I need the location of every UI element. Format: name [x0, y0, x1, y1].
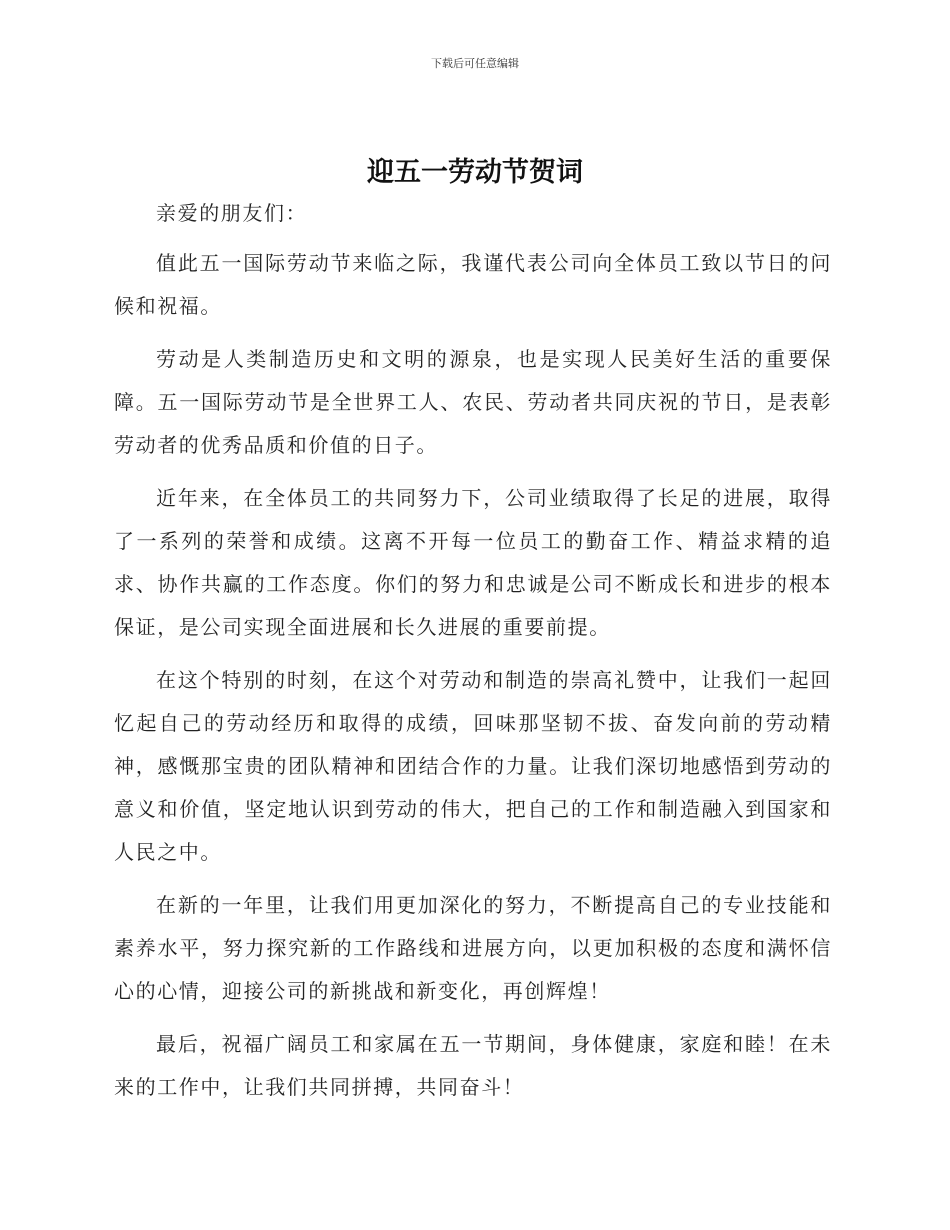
paragraph-new-year: 在新的一年里，让我们用更加深化的努力，不断提高自己的专业技能和素养水平，努力探究新的工作路线和进展方向，以更加积极的态度和满怀信心的心情，迎接公司的新挑战和新变化，再创辉煌！ — [114, 893, 832, 1003]
paragraph-achievements: 近年来，在全体员工的共同努力下，公司业绩取得了长足的进展，取得了一系列的荣誉和成绩。这离不开每一位员工的勤奋工作、精益求精的追求、协作共赢的工作态度。你们的努力和忠诚是公司不断成长和进步的根本保证，是公司实现全面进展和长久进展的重要前提。 — [114, 486, 832, 639]
document-title: 迎五一劳动节贺词 — [367, 157, 583, 188]
document-body — [114, 196, 832, 1109]
header-note: 下载后可任意编辑 — [431, 57, 519, 70]
paragraph-labor-meaning: 劳动是人类制造历史和文明的源泉，也是实现人民美好生活的重要保障。五一国际劳动节是全世界工人、农民、劳动者共同庆祝的节日，是表彰劳动者的优秀品质和价值的日子。 — [114, 347, 832, 457]
salutation: 亲爱的朋友们： — [156, 201, 308, 225]
paragraph-reflection: 在这个特别的时刻，在这个对劳动和制造的崇高礼赞中，让我们一起回忆起自己的劳动经历和取得的成绩，回味那坚韧不拔、奋发向前的劳动精神，感慨那宝贵的团队精神和团结合作的力量。让我们深切地感悟到劳动的意义和价值，坚定地认识到劳动的伟大，把自己的工作和制造融入到国家和人民之中。 — [114, 668, 832, 864]
paragraph-greeting: 值此五一国际劳动节来临之际，我谨代表公司向全体员工致以节日的问候和祝福。 — [114, 251, 832, 318]
paragraph-closing-wishes: 最后，祝福广阔员工和家属在五一节期间，身体健康，家庭和睦！在未来的工作中，让我们共同拼搏，共同奋斗！ — [114, 1032, 832, 1099]
